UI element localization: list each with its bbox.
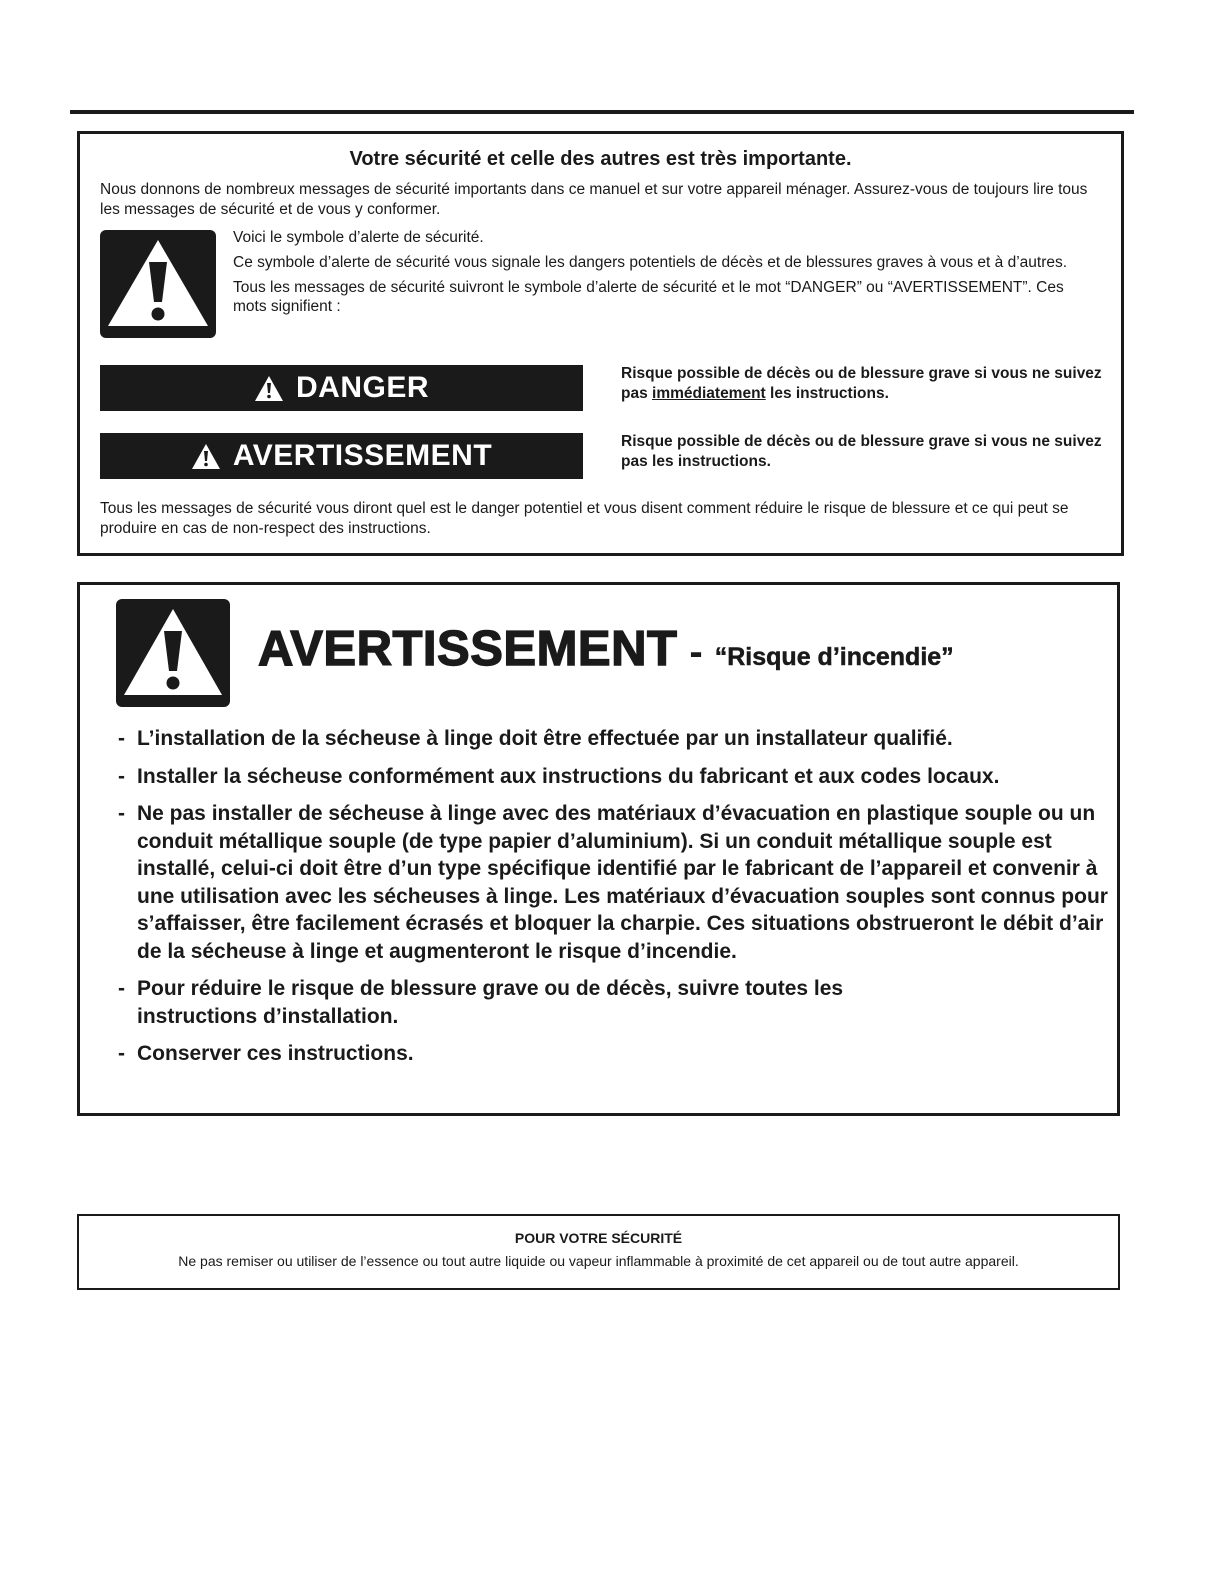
list-item: - Conserver ces instructions. bbox=[118, 1040, 1108, 1068]
safety-alert-icon bbox=[116, 599, 230, 707]
symbol-line: Voici le symbole d’alerte de sécurité. bbox=[233, 229, 484, 246]
symbol-line: Ce symbole d’alerte de sécurité vous signale les dangers potentiels de décès et de blessures graves à vous et à d’autres. bbox=[233, 254, 1068, 271]
safety-intro-title: Votre sécurité et celle des autres est très importante. bbox=[349, 148, 852, 170]
for-your-safety-text: Ne pas remiser ou utiliser de l’essence ou tout autre liquide ou vapeur inflammable à proximité de cet appareil ou de tout autre appareil. bbox=[178, 1253, 1019, 1269]
symbol-line: Tous les messages de sécurité suivront le symbole d’alerte de sécurité et le mot “DANGER” ou “AVERTISSEMENT”. Ces mots signifient : bbox=[233, 279, 1064, 315]
list-item: - Pour réduire le risque de blessure grave ou de décès, suivre toutes les instructions d’installation. bbox=[118, 975, 877, 1030]
warning-label: AVERTISSEMENT bbox=[232, 439, 493, 472]
danger-description: Risque possible de décès ou de blessure grave si vous ne suivez pas immédiatement les instructions. bbox=[621, 365, 1102, 402]
fire-warning-title: AVERTISSEMENT bbox=[258, 622, 678, 676]
fire-warning-subtitle: “Risque d’incendie” bbox=[714, 643, 954, 671]
fire-warning-box bbox=[77, 582, 1120, 1116]
for-your-safety-box bbox=[77, 1214, 1120, 1290]
for-your-safety-title: POUR VOTRE SÉCURITÉ bbox=[514, 1230, 683, 1246]
danger-emphasis: immédiatement bbox=[652, 385, 766, 402]
fire-warning-list bbox=[118, 725, 1108, 1078]
list-item: - Installer la sécheuse conformément aux instructions du fabricant et aux codes locaux. bbox=[118, 763, 1108, 791]
warning-triangle-icon bbox=[191, 443, 221, 470]
warning-banner bbox=[100, 433, 583, 479]
headline-separator: - bbox=[689, 630, 703, 674]
list-item: - L’installation de la sécheuse à linge doit être effectuée par un installateur qualifié. bbox=[118, 725, 1108, 753]
safety-intro-footer: Tous les messages de sécurité vous diront quel est le danger potentiel et vous disent comment réduire le risque de blessure et ce qui peut se produire en cas de non-respect des instructions. bbox=[100, 500, 1069, 537]
safety-intro-paragraph: Nous donnons de nombreux messages de sécurité importants dans ce manuel et sur votre appareil ménager. Assurez-vous de toujours lire tous les messages de sécurité et de vous y conformer. bbox=[100, 181, 1088, 218]
fire-warning-headline bbox=[258, 621, 954, 677]
safety-alert-icon bbox=[100, 230, 216, 338]
danger-label: DANGER bbox=[295, 371, 429, 404]
danger-banner bbox=[100, 365, 583, 411]
warning-description: Risque possible de décès ou de blessure grave si vous ne suivez pas les instructions. bbox=[621, 433, 1102, 470]
warning-triangle-icon bbox=[254, 375, 284, 402]
top-rule bbox=[70, 110, 1134, 114]
safety-intro-box bbox=[77, 131, 1124, 556]
list-item: - Ne pas installer de sécheuse à linge avec des matériaux d’évacuation en plastique souple ou un conduit métallique souple (de type papier d’aluminium). Si un conduit métallique souple est installé, celui-ci doit être d’un type spécifique identifié par le fabricant de l’appareil et convenir à une utilisation avec les sécheuses à linge. Les matériaux d’évacuation souples sont connus pour s’affaisser, être facilement écrasés et bloquer la charpie. Ces situations obstrueront le débit d’air de la sécheuse à linge et augmenteront le risque d’incendie. bbox=[118, 800, 1108, 965]
symbol-explanation bbox=[233, 228, 1093, 322]
